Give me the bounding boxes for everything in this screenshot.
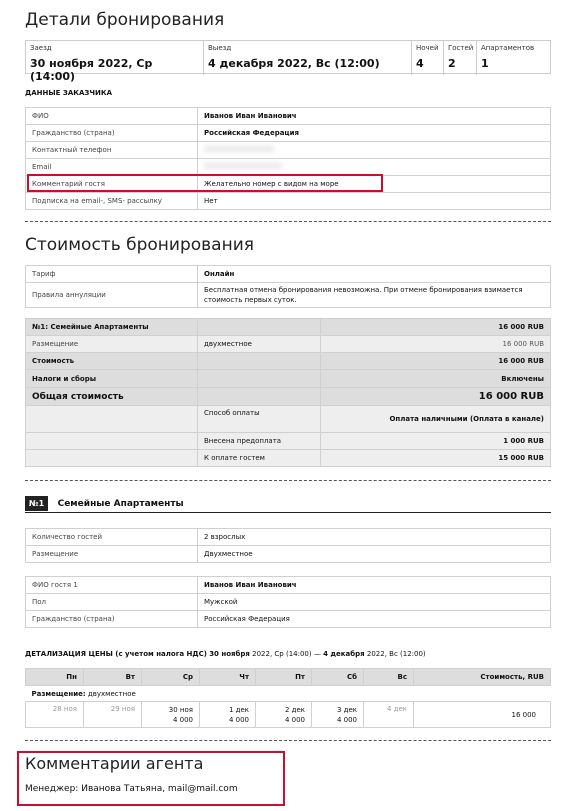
- cost-table: [25, 318, 551, 467]
- pd-placement-label: Размещение:: [31, 689, 86, 698]
- price-detail-heading: [25, 650, 426, 658]
- row-value: Российская Федерация: [198, 125, 551, 142]
- checkin-cell: [26, 41, 204, 83]
- day-date: 4 дек: [386, 705, 407, 713]
- checkout-value: 4 декабря 2022, Вс (12:00): [208, 57, 380, 70]
- day-date: 30 ноя: [168, 705, 193, 714]
- room-info-table: [25, 528, 551, 563]
- row-key: Гражданство (страна): [26, 125, 198, 142]
- payment-label: Способ оплаты: [198, 406, 321, 433]
- nights-value: 4: [416, 57, 424, 70]
- table-row: [26, 686, 551, 702]
- table-row: [26, 125, 551, 142]
- row-key: ФИО: [26, 108, 198, 125]
- col-sun: Вс: [364, 669, 414, 686]
- apartments-value: 1: [481, 57, 489, 70]
- col-mon: Пн: [26, 669, 84, 686]
- checkout-cell: [204, 41, 412, 75]
- table-row: [26, 611, 551, 628]
- room-placement-value: Двухместное: [198, 546, 551, 563]
- cancel-label: Правила аннуляции: [26, 283, 198, 308]
- payment-value: Оплата наличными (Оплата в канале): [321, 406, 551, 433]
- table-row: [26, 193, 551, 210]
- divider: [25, 480, 551, 481]
- row-key: Email: [26, 159, 198, 176]
- taxes-label: Налоги и сборы: [26, 370, 198, 388]
- room-header: [25, 496, 551, 513]
- apartments-cell: [477, 41, 552, 75]
- checkout-label: Выезд: [208, 44, 232, 52]
- phone-redacted: [198, 142, 551, 159]
- row-value: Нет: [198, 193, 551, 210]
- day-date: 29 ноя: [110, 705, 135, 713]
- table-row: [26, 529, 551, 546]
- day-date: 28 ноя: [52, 705, 77, 713]
- day-price: 4 000: [336, 715, 357, 724]
- room-placement-label: Размещение: [26, 546, 198, 563]
- table-row: [26, 142, 551, 159]
- checkin-label: Заезд: [30, 44, 52, 52]
- sex-value: Мужской: [198, 594, 551, 611]
- room-name: Семейные Апартаменты: [57, 499, 184, 509]
- table-row: [26, 450, 551, 467]
- day-price: 4 000: [284, 715, 305, 724]
- prepaid-label: Внесена предоплата: [198, 433, 321, 450]
- divider: [25, 740, 551, 741]
- col-cost: Стоимость, RUB: [414, 669, 551, 686]
- total-value: 16 000 RUB: [321, 388, 551, 406]
- pd-placement-value: двухместное: [87, 689, 136, 698]
- table-row: [26, 159, 551, 176]
- row-key: Комментарий гостя: [26, 176, 198, 193]
- agent-title: Комментарии агента: [25, 754, 204, 773]
- sex-label: Пол: [26, 594, 198, 611]
- price-detail-from: 30 ноября: [209, 650, 250, 658]
- manager-line: [25, 784, 238, 794]
- customer-heading: ДАННЫЕ ЗАКАЗЧИКА: [25, 89, 112, 97]
- guest-name-label: ФИО гостя 1: [26, 577, 198, 594]
- table-row: [26, 577, 551, 594]
- tariff-label: Тариф: [26, 266, 198, 283]
- table-row: [26, 370, 551, 388]
- table-row: [26, 336, 551, 353]
- tariff-table: [25, 265, 551, 308]
- day-cell: [200, 702, 256, 728]
- pd-total: 16 000: [414, 702, 551, 728]
- day-cell: [26, 702, 84, 728]
- total-label: Общая стоимость: [26, 388, 198, 406]
- table-row: [26, 353, 551, 370]
- page-title: Детали бронирования: [25, 10, 225, 30]
- row-value: Желательно номер с видом на море: [198, 176, 551, 193]
- manager-label: Менеджер:: [25, 784, 79, 794]
- apartments-label: Апартаментов: [481, 44, 535, 52]
- nights-cell: [412, 41, 444, 75]
- guests-label: Гостей: [448, 44, 474, 52]
- price-detail-from-rest: 2022, Ср (14:00) —: [252, 650, 321, 658]
- table-row: [26, 283, 551, 308]
- booking-summary: [25, 40, 551, 83]
- divider: [25, 221, 551, 222]
- subtotal-label: Стоимость: [26, 353, 198, 370]
- table-row: [26, 266, 551, 283]
- guest-comment-highlight: [27, 174, 383, 192]
- table-row: [26, 108, 551, 125]
- price-detail-title: ДЕТАЛИЗАЦИЯ ЦЕНЫ (с учетом налога НДС): [25, 650, 207, 658]
- email-redacted: [198, 159, 551, 176]
- cancel-value: Бесплатная отмена бронирования невозможна. При отмене бронирования взимается стоимость первых суток.: [198, 283, 551, 308]
- table-row: [26, 433, 551, 450]
- day-date: 3 дек: [336, 705, 357, 714]
- col-thu: Чт: [200, 669, 256, 686]
- guests-count-label: Количество гостей: [26, 529, 198, 546]
- due-label: К оплате гостем: [198, 450, 321, 467]
- col-fri: Пт: [256, 669, 312, 686]
- guests-value: 2: [448, 57, 456, 70]
- guest-name-value: Иванов Иван Иванович: [198, 577, 551, 594]
- table-row: [26, 406, 551, 433]
- col-sat: Сб: [312, 669, 364, 686]
- tariff-value: Онлайн: [198, 266, 551, 283]
- checkin-value: 30 ноября 2022, Ср (14:00): [30, 57, 153, 83]
- prepaid-value: 1 000 RUB: [321, 433, 551, 450]
- day-price: 4 000: [172, 715, 193, 724]
- table-row: [26, 319, 551, 336]
- customer-table: [25, 107, 551, 210]
- price-detail-to-rest: 2022, Вс (12:00): [366, 650, 426, 658]
- day-cell: [312, 702, 364, 728]
- table-row: [26, 594, 551, 611]
- room-badge: №1: [25, 496, 48, 511]
- manager-value: Иванова Татьяна, mail@mail.com: [81, 784, 238, 794]
- guests-cell: [444, 41, 477, 75]
- day-price: 4 000: [228, 715, 249, 724]
- day-date: 2 дек: [284, 705, 305, 714]
- placement-value: двухместное: [198, 336, 321, 353]
- citizenship-label: Гражданство (страна): [26, 611, 198, 628]
- table-row: [26, 388, 551, 406]
- day-cell: [364, 702, 414, 728]
- room-title: №1: Семейные Апартаменты: [26, 319, 198, 336]
- row-key: Подписка на email-, SMS- рассылку: [26, 193, 198, 210]
- day-cell: [142, 702, 200, 728]
- taxes-value: Включены: [321, 370, 551, 388]
- col-wed: Ср: [142, 669, 200, 686]
- price-detail-to: 4 декабря: [323, 650, 365, 658]
- price-detail-table: [25, 668, 551, 728]
- table-header-row: [26, 669, 551, 686]
- day-date: 1 дек: [228, 705, 249, 714]
- day-cell: [256, 702, 312, 728]
- due-value: 15 000 RUB: [321, 450, 551, 467]
- col-tue: Вт: [84, 669, 142, 686]
- nights-label: Ночей: [416, 44, 439, 52]
- citizenship-value: Российская Федерация: [198, 611, 551, 628]
- table-row: [26, 702, 551, 728]
- subtotal-value: 16 000 RUB: [321, 353, 551, 370]
- cost-title: Стоимость бронирования: [25, 235, 254, 255]
- row-key: Контактный телефон: [26, 142, 198, 159]
- placement-price: 16 000 RUB: [321, 336, 551, 353]
- room-price: 16 000 RUB: [321, 319, 551, 336]
- guest-info-table: [25, 576, 551, 628]
- table-row: [26, 546, 551, 563]
- placement-label: Размещение: [26, 336, 198, 353]
- guests-count-value: 2 взрослых: [198, 529, 551, 546]
- row-value: Иванов Иван Иванович: [198, 108, 551, 125]
- day-cell: [84, 702, 142, 728]
